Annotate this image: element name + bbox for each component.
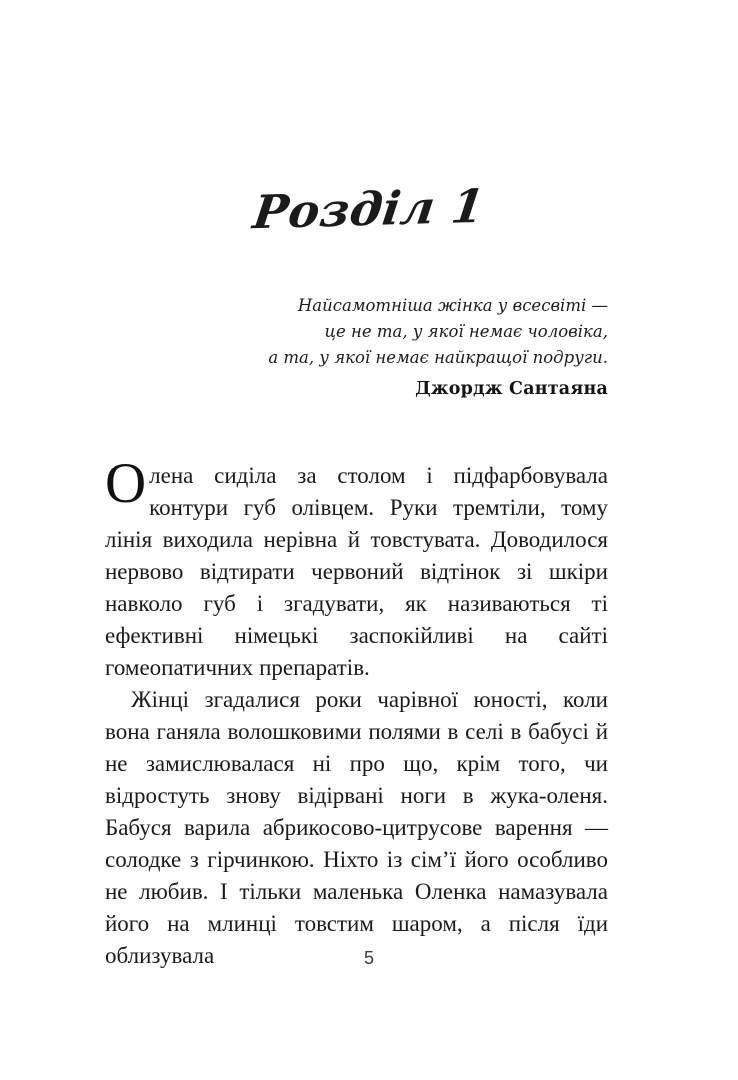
chapter-title: Розділ 1 <box>250 178 488 240</box>
body-text-column <box>105 452 608 972</box>
epigraph-line-3: а та, у якої немає найкращої подруги. <box>268 348 608 367</box>
page-number: 5 <box>363 948 374 968</box>
epigraph-line-2: це не та, у якої немає чоловіка, <box>324 322 608 341</box>
body-paragraph: Олена сиділа за столом і підфарбовувала контури губ олівцем. Руки тремтіли, тому лінія виходила нерівна й товстувата. Доводилося нервово відтирати червоний відтінок зі шкіри навколо губ і згадувати, як називаються ті ефективні німецькі заспокійливі на сайті гомеопатичних препаратів. <box>105 452 608 680</box>
epigraph-line-1: Найсамотніша жінка у всесвіті — <box>297 296 608 315</box>
epigraph-author: Джордж Сантаяна <box>415 379 608 399</box>
epigraph-block <box>105 293 608 401</box>
body-paragraph: Жінці згадалися роки чарівної юності, коли вона ганяла волошковими полями в селі в бабусі й не замислювалася ні про що, крім того, чи відростуть знову відірвані ноги в жука-оленя. Бабуся варила абрикосово-цитрусове варення — солодке з гірчинкою. Ніхто із сім’ї його особливо не любив. І тільки маленька Оленка намазувала його на млинці товстим шаром, а після їди облизувала <box>105 687 608 968</box>
